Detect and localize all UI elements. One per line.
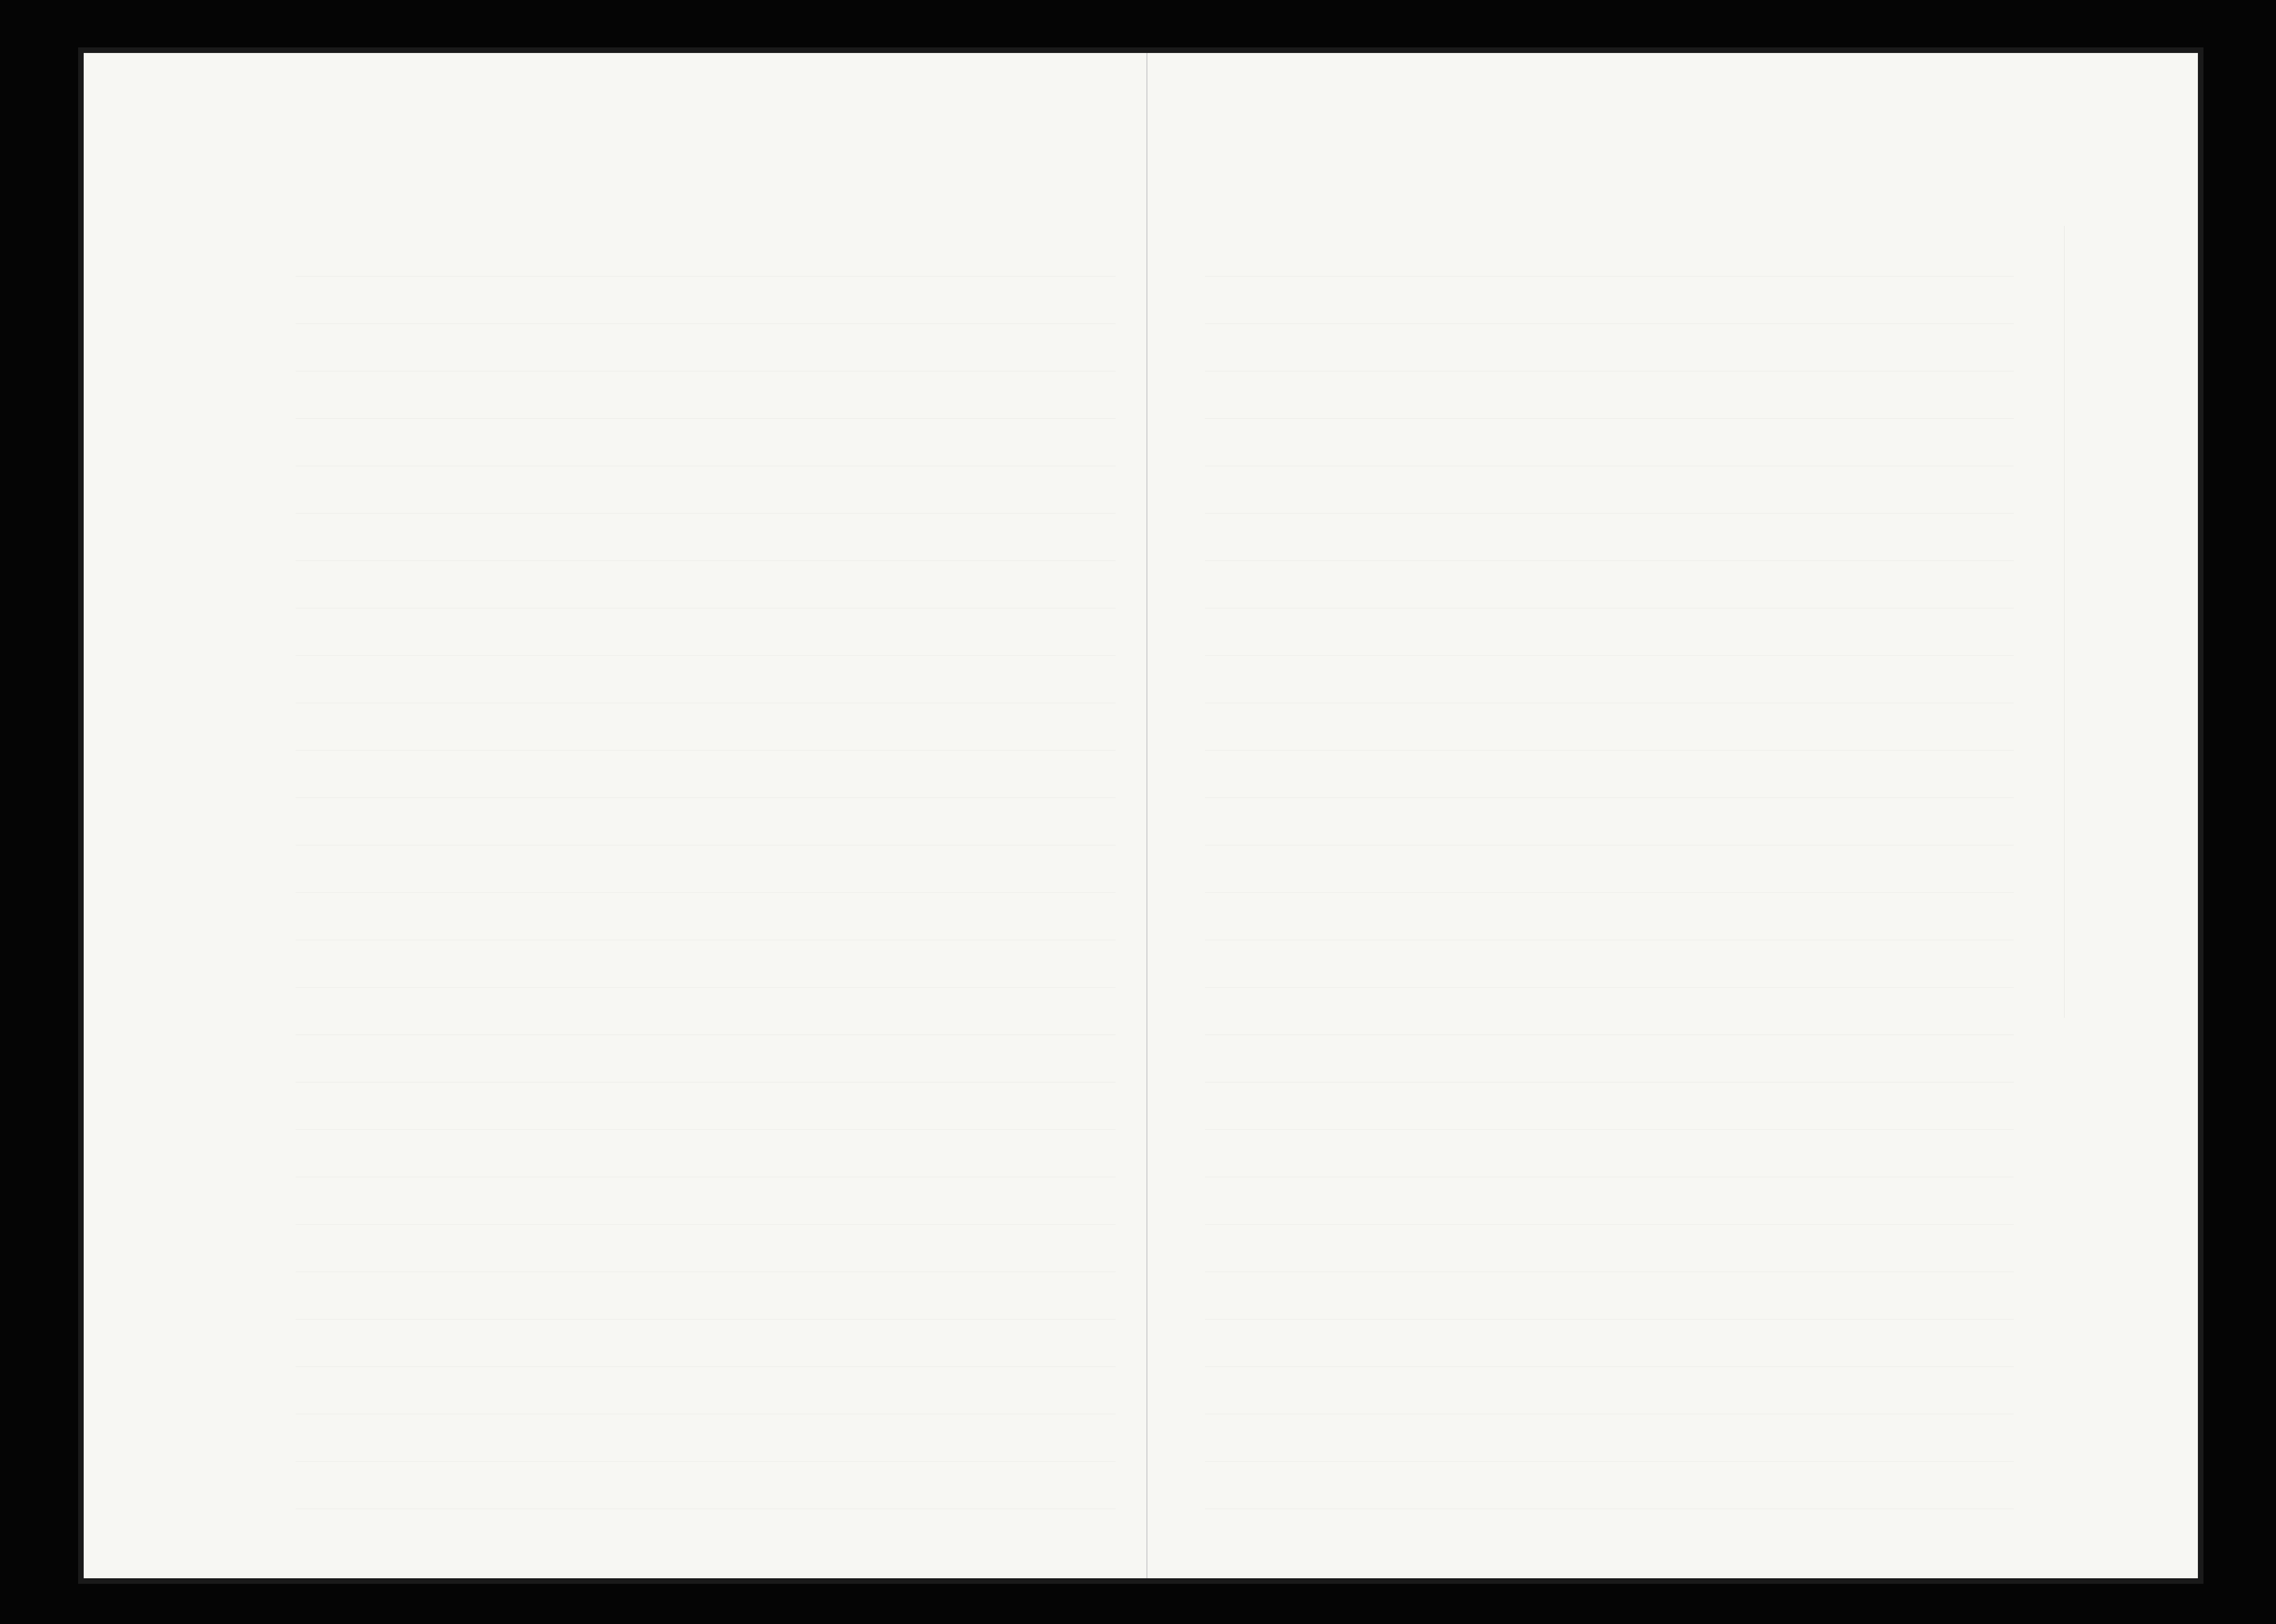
text-line [296,658,1116,703]
text-line [296,1417,1116,1462]
right-page [1155,53,2198,1578]
manuscript-spread [84,53,2198,1578]
text-line [296,421,1116,466]
text-line [1205,895,2014,940]
text-line [1205,1417,2014,1462]
text-line [1205,231,2014,277]
text-line [1205,516,2014,561]
text-line [1205,1274,2014,1320]
text-line [296,1132,1116,1177]
text-line [1205,1227,2014,1272]
text-line [1205,1037,2014,1082]
text-line [1205,658,2014,703]
text-line [296,1180,1116,1225]
text-line [296,800,1116,845]
text-line [1205,374,2014,419]
text-line [296,563,1116,608]
text-line [1205,848,2014,893]
text-line [296,753,1116,798]
text-line [296,1322,1116,1367]
text-line [296,990,1116,1035]
left-page [84,53,1138,1578]
text-line [296,1464,1116,1509]
text-line [1205,326,2014,371]
text-line [296,611,1116,656]
text-line [1205,705,2014,751]
text-line [296,279,1116,324]
text-line [1205,1369,2014,1414]
text-line [296,848,1116,893]
text-line [1205,990,2014,1035]
text-line [296,231,1116,277]
text-line [296,516,1116,561]
text-line [296,705,1116,751]
text-line [1205,1180,2014,1225]
text-line [296,468,1116,514]
text-line [296,374,1116,419]
text-line [1205,468,2014,514]
right-margin-strip [2064,226,2159,1018]
text-line [1205,942,2014,988]
text-line [1205,1322,2014,1367]
left-page-text [296,231,1116,1511]
text-line [1205,279,2014,324]
text-line [296,1274,1116,1320]
text-line [296,1037,1116,1082]
gutter [1146,53,1147,1578]
text-line [1205,800,2014,845]
text-line [1205,563,2014,608]
text-line [1205,1464,2014,1509]
text-line [296,942,1116,988]
text-line [296,1085,1116,1130]
text-line [296,895,1116,940]
text-line [1205,611,2014,656]
text-line [1205,1132,2014,1177]
right-page-text [1205,231,2014,1511]
text-line [1205,421,2014,466]
text-line [296,1369,1116,1414]
text-line [1205,1085,2014,1130]
text-line [296,1227,1116,1272]
text-line [296,326,1116,371]
text-line [1205,753,2014,798]
